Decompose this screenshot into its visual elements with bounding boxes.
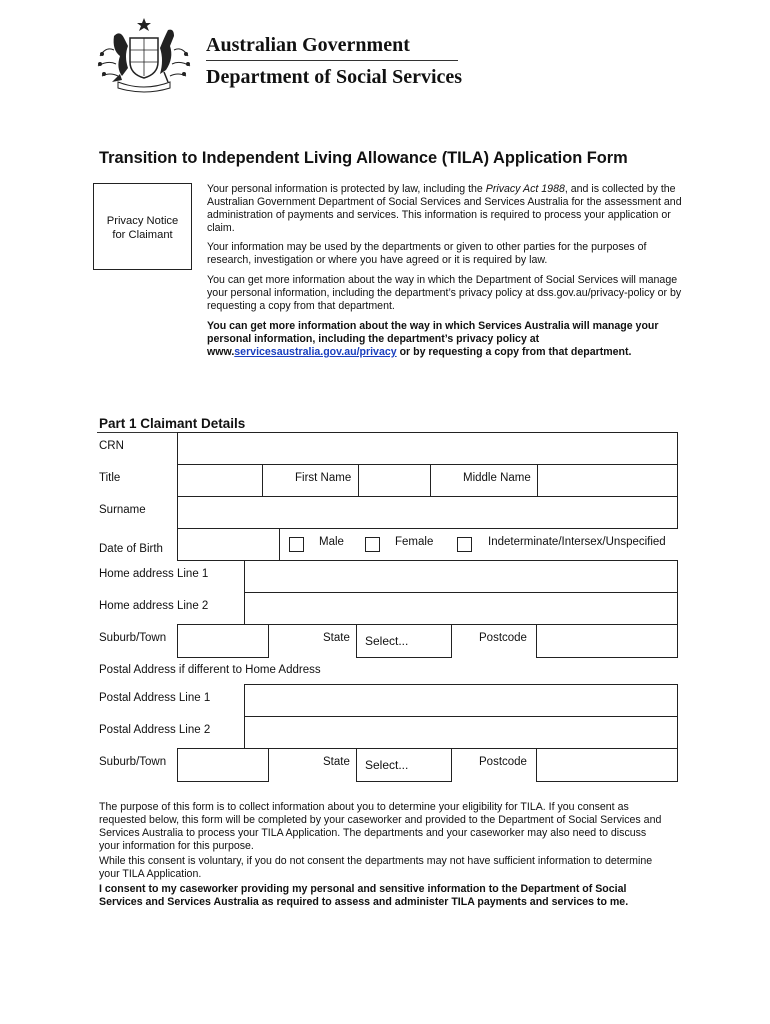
male-label: Male xyxy=(319,536,344,548)
postal-state-select-value: Select... xyxy=(365,758,409,772)
privacy-paragraph-3: You can get more information about the way in which the Department of Social Services will manage your personal information, including the department’s privacy policy at dss.gov.au/privacy-policy or by requesting a copy from that department. xyxy=(207,274,682,312)
date-of-birth-label: Date of Birth xyxy=(99,543,163,555)
indeterminate-checkbox[interactable] xyxy=(457,537,472,552)
middle-name-label: Middle Name xyxy=(463,472,531,484)
state-label: State xyxy=(323,632,350,644)
home-address-line2-label: Home address Line 2 xyxy=(99,600,209,612)
first-name-label: First Name xyxy=(295,472,352,484)
title-field[interactable] xyxy=(177,464,263,497)
postal-address-line1-field[interactable] xyxy=(244,684,678,717)
form-title: Transition to Independent Living Allowance (TILA) Application Form xyxy=(99,149,628,167)
state-select-value: Select... xyxy=(365,634,409,648)
surname-label: Surname xyxy=(99,504,146,516)
consent-paragraph-3: I consent to my caseworker providing my personal and sensitive information to the Department of Social Services and Services Australia as required to assess and administer TILA payments and services to me. xyxy=(99,883,629,908)
middle-name-field[interactable] xyxy=(537,464,678,497)
date-of-birth-field[interactable] xyxy=(177,528,280,561)
part1-heading: Part 1 Claimant Details xyxy=(99,416,246,431)
privacy-notice-box xyxy=(93,183,192,270)
postal-state-select[interactable] xyxy=(356,748,452,782)
postal-address-note: Postal Address if different to Home Address xyxy=(99,664,321,676)
crn-field[interactable] xyxy=(177,432,678,465)
state-select[interactable] xyxy=(356,624,452,658)
header-rule xyxy=(206,60,458,61)
postal-state-label: State xyxy=(323,756,350,768)
services-australia-privacy-link[interactable]: servicesaustralia.gov.au/privacy xyxy=(234,346,397,358)
indeterminate-label: Indeterminate/Intersex/Unspecified xyxy=(488,536,666,548)
postal-postcode-field[interactable] xyxy=(536,748,678,782)
surname-field[interactable] xyxy=(177,496,678,529)
female-label: Female xyxy=(395,536,434,548)
female-checkbox[interactable] xyxy=(365,537,380,552)
title-label: Title xyxy=(99,472,121,484)
privacy-notice-label: Privacy Notice for Claimant xyxy=(106,215,179,241)
postal-address-line1-label: Postal Address Line 1 xyxy=(99,692,211,704)
postal-suburb-label: Suburb/Town xyxy=(99,756,167,768)
privacy-paragraph-2: Your information may be used by the departments or given to other parties for the purposes of research, investigation or where you have agreed or it is required by law. xyxy=(207,241,647,266)
male-checkbox[interactable] xyxy=(289,537,304,552)
postal-address-line2-label: Postal Address Line 2 xyxy=(99,724,211,736)
home-address-line1-field[interactable] xyxy=(244,560,678,593)
privacy-paragraph-4: You can get more information about the way in which Services Australia will manage your personal information, including the department’s privacy policy at www.servicesaustralia.gov.au/privacy or by requesting a copy from that department. xyxy=(207,320,659,358)
suburb-field[interactable] xyxy=(177,624,269,658)
crest-logo xyxy=(94,16,194,96)
consent-paragraph-2: While this consent is voluntary, if you do not consent the departments may not have sufficient information to determine your TILA Application. xyxy=(99,855,653,880)
postcode-field[interactable] xyxy=(536,624,678,658)
home-address-line2-field[interactable] xyxy=(244,592,678,625)
postal-address-line2-field[interactable] xyxy=(244,716,678,749)
home-address-line1-label: Home address Line 1 xyxy=(99,568,209,580)
coat-of-arms-icon xyxy=(94,16,194,96)
privacy-paragraph-1: Your personal information is protected by law, including the Privacy Act 1988, and is collected by the Australian Government Department of Social Services and Services Australia for the assessment and administration of payments and services. This information is required to process your application or claim. xyxy=(207,183,682,234)
crn-label: CRN xyxy=(99,440,124,452)
privacy-act-name: Privacy Act 1988 xyxy=(485,183,565,195)
gov-name: Australian Government xyxy=(206,34,410,56)
postal-suburb-field[interactable] xyxy=(177,748,269,782)
postcode-label: Postcode xyxy=(479,632,527,644)
suburb-label: Suburb/Town xyxy=(99,632,167,644)
postal-postcode-label: Postcode xyxy=(479,756,527,768)
consent-paragraph-1: The purpose of this form is to collect information about you to determine your eligibility for TILA. If you consent as requested below, this form will be completed by your caseworker and provided to the Department of Social Services and Services Australia to process your TILA Application. The departments and your caseworker may also need to discuss your information for this purpose. xyxy=(99,801,662,852)
first-name-field[interactable] xyxy=(358,464,431,497)
department-name: Department of Social Services xyxy=(206,66,463,88)
